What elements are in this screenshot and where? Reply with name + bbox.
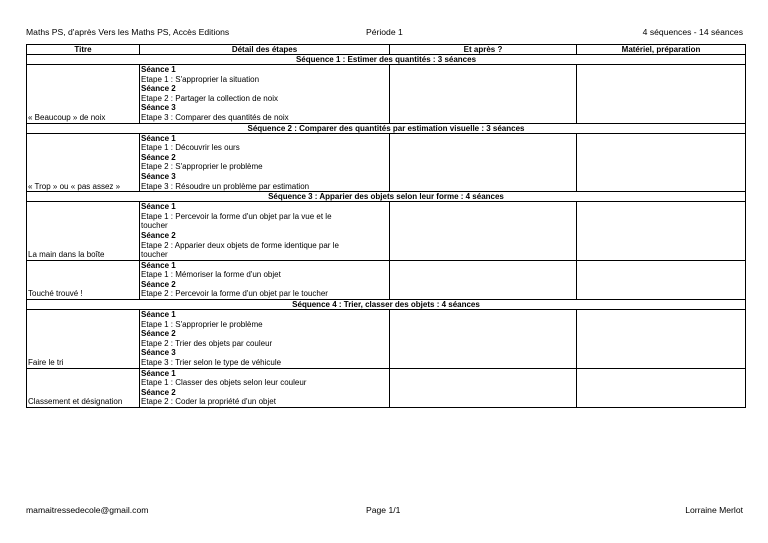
- step-line: Etape 2 : S'approprier le problème: [141, 162, 263, 172]
- material-cell: [577, 65, 746, 124]
- sequence-heading-row: [27, 300, 746, 310]
- column-header-material: Matériel, préparation: [577, 45, 746, 55]
- session-label: Séance 1: [141, 202, 176, 212]
- activity-title: Touché trouvé !: [27, 260, 140, 299]
- step-line: Etape 1 : S'approprier la situation: [141, 74, 260, 84]
- step-line: Etape 3 : Comparer des quantités de noix: [141, 112, 289, 122]
- session-label: Séance 2: [141, 279, 176, 289]
- step-line: Etape 2 : Apparier deux objets de forme identique par le: [141, 240, 339, 250]
- footer-author: Lorraine Merlot: [685, 505, 743, 515]
- next-steps-cell: [390, 260, 577, 299]
- next-steps-cell: [390, 133, 577, 192]
- material-cell: [577, 260, 746, 299]
- steps-detail: [140, 260, 390, 299]
- table-row: [27, 260, 746, 299]
- step-line: Etape 2 : Coder la propriété d'un objet: [141, 397, 276, 407]
- material-cell: [577, 310, 746, 369]
- activity-title: Classement et désignation: [27, 368, 140, 407]
- activity-title: Faire le tri: [27, 310, 140, 369]
- step-line: Etape 1 : Mémoriser la forme d'un objet: [141, 270, 281, 280]
- material-cell: [577, 368, 746, 407]
- steps-detail: [140, 368, 390, 407]
- steps-detail: [140, 202, 390, 261]
- step-line: toucher: [141, 221, 168, 231]
- sequence-heading: Séquence 3 : Apparier des objets selon leur forme : 4 séances: [27, 192, 746, 202]
- session-label: Séance 2: [141, 387, 176, 397]
- material-cell: [577, 202, 746, 261]
- next-steps-cell: [390, 65, 577, 124]
- footer-email: mamaitressedecole@gmail.com: [26, 505, 149, 515]
- activity-title: La main dans la boîte: [27, 202, 140, 261]
- session-label: Séance 1: [141, 310, 176, 320]
- sequence-heading: Séquence 2 : Comparer des quantités par estimation visuelle : 3 séances: [27, 123, 746, 133]
- session-label: Séance 1: [141, 368, 176, 378]
- session-label: Séance 3: [141, 171, 176, 181]
- step-line: Etape 1 : Percevoir la forme d'un objet par la vue et le: [141, 211, 332, 221]
- table-row: [27, 310, 746, 369]
- session-label: Séance 3: [141, 103, 176, 113]
- sequence-heading-row: [27, 123, 746, 133]
- step-line: Etape 2 : Percevoir la forme d'un objet par le toucher: [141, 289, 328, 299]
- column-header-details: Détail des étapes: [140, 45, 390, 55]
- session-label: Séance 1: [141, 133, 176, 143]
- sequence-heading: Séquence 4 : Trier, classer des objets : 4 séances: [27, 300, 746, 310]
- step-line: Etape 3 : Trier selon le type de véhicule: [141, 358, 282, 368]
- column-header-title: Titre: [27, 45, 140, 55]
- steps-detail: [140, 65, 390, 124]
- session-label: Séance 2: [141, 84, 176, 94]
- session-label: Séance 3: [141, 348, 176, 358]
- sequence-heading: Séquence 1 : Estimer des quantités : 3 séances: [27, 55, 746, 65]
- session-label: Séance 2: [141, 230, 176, 240]
- table-row: [27, 202, 746, 261]
- steps-detail: [140, 133, 390, 192]
- step-line: Etape 1 : S'approprier le problème: [141, 319, 263, 329]
- header-period: Période 1: [366, 27, 403, 37]
- footer-page-number: Page 1/1: [366, 505, 401, 515]
- table-row: [27, 65, 746, 124]
- session-label: Séance 2: [141, 329, 176, 339]
- planning-table: [26, 44, 746, 408]
- table-row: [27, 368, 746, 407]
- step-line: Etape 1 : Classer des objets selon leur couleur: [141, 378, 307, 388]
- column-header-next: Et après ?: [390, 45, 577, 55]
- next-steps-cell: [390, 310, 577, 369]
- header-left: Maths PS, d'après Vers les Maths PS, Accès Editions: [26, 27, 230, 37]
- step-line: toucher: [141, 250, 168, 260]
- material-cell: [577, 133, 746, 192]
- next-steps-cell: [390, 202, 577, 261]
- step-line: Etape 3 : Résoudre un problème par estimation: [141, 181, 310, 191]
- session-label: Séance 1: [141, 260, 176, 270]
- header-summary: 4 séquences - 14 séances: [642, 27, 743, 37]
- session-label: Séance 1: [141, 65, 176, 74]
- sequence-heading-row: [27, 192, 746, 202]
- activity-title: « Trop » ou « pas assez »: [27, 133, 140, 192]
- sequence-heading-row: [27, 55, 746, 65]
- table-header-row: [27, 45, 746, 55]
- table-row: [27, 133, 746, 192]
- steps-detail: [140, 310, 390, 369]
- step-line: Etape 2 : Partager la collection de noix: [141, 93, 278, 103]
- session-label: Séance 2: [141, 152, 176, 162]
- table-body: [27, 55, 746, 408]
- step-line: Etape 2 : Trier des objets par couleur: [141, 338, 273, 348]
- activity-title: « Beaucoup » de noix: [27, 65, 140, 124]
- next-steps-cell: [390, 368, 577, 407]
- step-line: Etape 1 : Découvrir les ours: [141, 143, 240, 153]
